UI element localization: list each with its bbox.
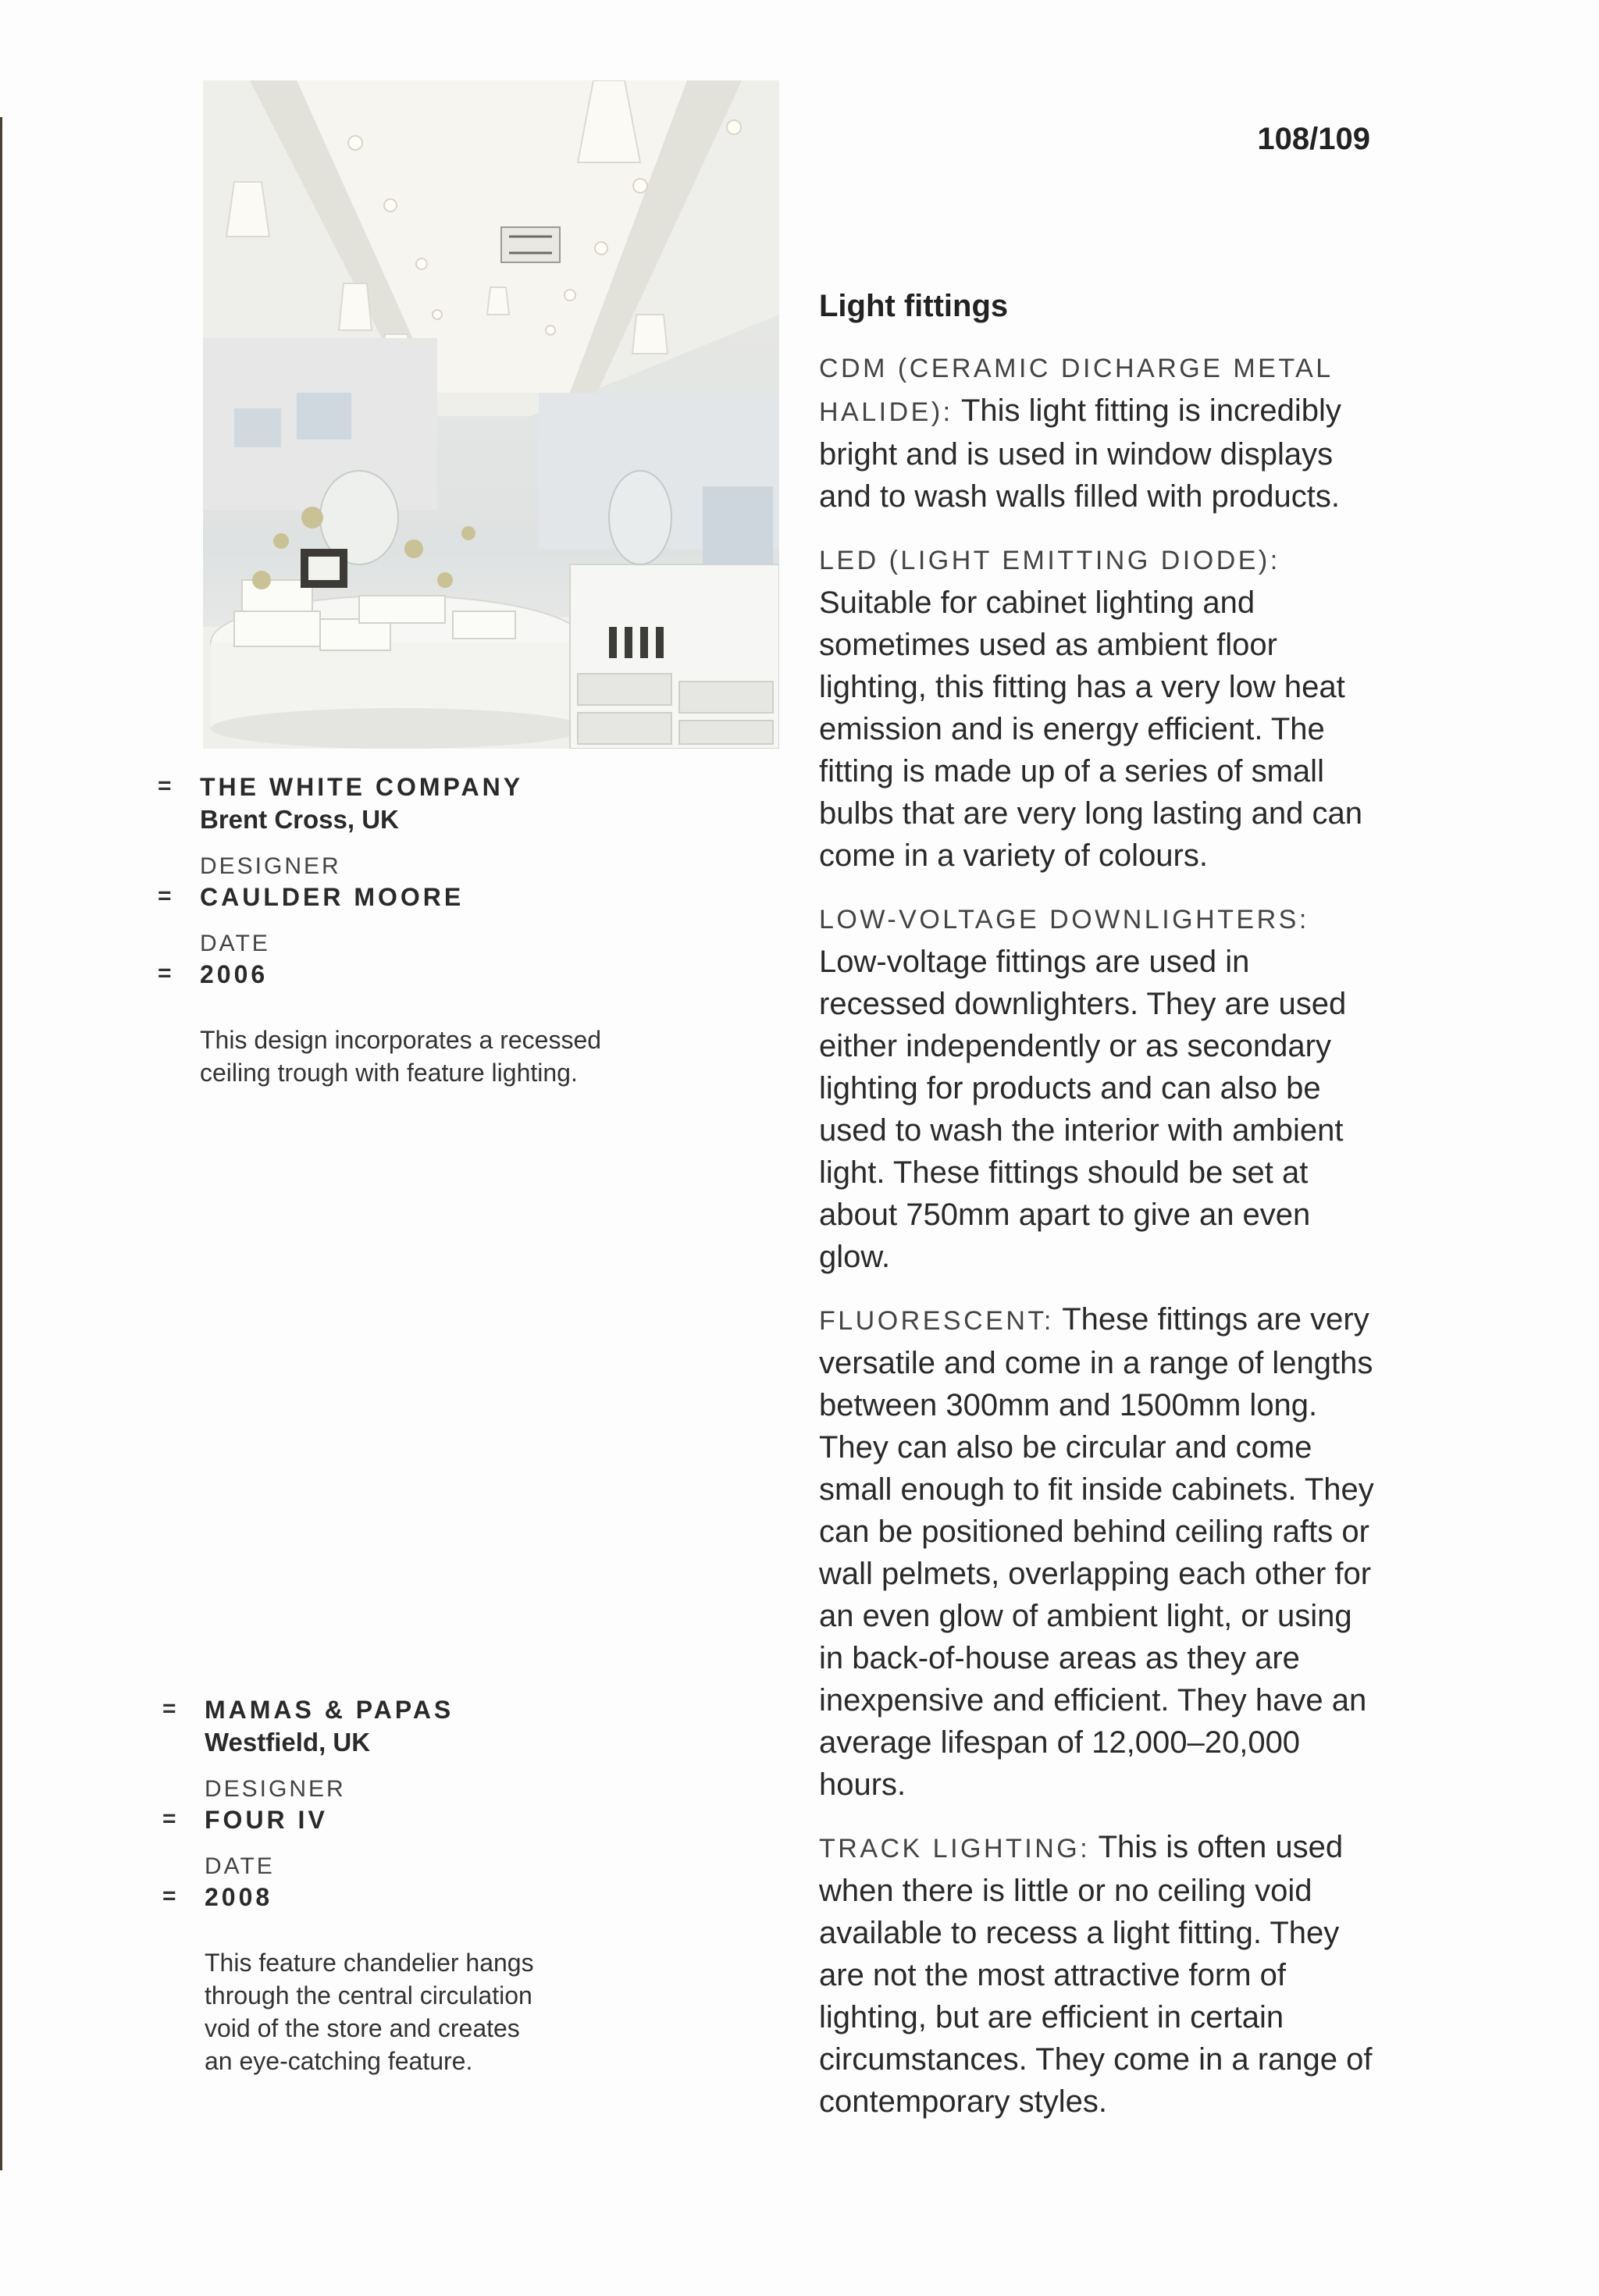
bullet-equals: = bbox=[158, 960, 172, 986]
designer-row bbox=[158, 883, 637, 912]
fitting-term: LED (LIGHT EMITTING DIODE): bbox=[819, 546, 1280, 575]
fitting-track-lighting bbox=[819, 1826, 1381, 2123]
fitting-term: TRACK LIGHTING: bbox=[819, 1834, 1091, 1863]
fitting-term: CDM (CERAMIC DICHARGE METAL HALIDE): bbox=[819, 354, 1333, 427]
fitting-text: Low-voltage fittings are used in recessed downlighters. They are used either independently or as secondary lighting for products and can also be used to wash the interior with ambient light. These fittings should be set at about 750mm apart to give an even glow. bbox=[819, 945, 1347, 1274]
fitting-term: LOW-VOLTAGE DOWNLIGHTERS: bbox=[819, 905, 1309, 934]
store-row bbox=[158, 773, 637, 802]
date-label: DATE bbox=[200, 931, 270, 956]
fitting-text: This light fitting is incredibly bright and is used in window displays and to wash walls filled with products. bbox=[819, 393, 1341, 514]
fitting-led bbox=[819, 538, 1381, 877]
date-label: DATE bbox=[205, 1853, 275, 1879]
fitting-text: These fittings are very versatile and come in a range of lengths between 300mm and 1500mm long. They can also be circular and come small enough to fit inside cabinets. They can be positioned behind ceiling rafts or wall pelmets, overlapping each other for an even glow of ambient light, or using in back-of-house areas as they are inexpensive and efficient. They have an average lifespan of 12,000–20,000 hours. bbox=[819, 1302, 1374, 1802]
section-title: Light fittings bbox=[819, 289, 1009, 323]
designer-label: DESIGNER bbox=[205, 1776, 346, 1802]
caption-mamas-papas bbox=[162, 1696, 548, 2077]
store-interior-photo bbox=[203, 80, 779, 749]
store-location: Westfield, UK bbox=[205, 1728, 371, 1757]
bullet-equals: = bbox=[158, 773, 172, 799]
bullet-equals: = bbox=[162, 1696, 176, 1721]
book-spine-edge bbox=[0, 117, 2, 2170]
store-location: Brent Cross, UK bbox=[200, 805, 399, 834]
caption-description: This feature chandelier hangs through the central circulation void of the store and creates an eye-catching feature. bbox=[205, 1949, 534, 2075]
designer-name: FOUR IV bbox=[205, 1806, 328, 1834]
page-number: 108/109 bbox=[1257, 122, 1370, 156]
fitting-text: Suitable for cabinet lighting and sometimes used as ambient floor lighting, this fitting has a very low heat emission and is energy efficient. The fitting is made up of a series of small bulbs that are very long lasting and can come in a variety of colours. bbox=[819, 586, 1362, 873]
caption-description: This design incorporates a recessed ceiling trough with feature lighting. bbox=[200, 1026, 602, 1087]
light-fittings-section bbox=[819, 289, 1381, 2143]
store-name: MAMAS & PAPAS bbox=[205, 1696, 454, 1724]
designer-name: CAULDER MOORE bbox=[200, 883, 465, 911]
fitting-cdm bbox=[819, 346, 1381, 518]
store-row bbox=[162, 1696, 548, 1725]
fitting-text: This is often used when there is little or no ceiling void available to recess a light fitting. They are not the most attractive form of lighting, but are efficient in certain circumstances. They come in a range of contemporary styles. bbox=[819, 1830, 1373, 2119]
bullet-equals: = bbox=[162, 1883, 176, 1909]
fitting-low-voltage bbox=[819, 897, 1381, 1278]
bullet-equals: = bbox=[158, 883, 172, 909]
date-value: 2008 bbox=[205, 1883, 273, 1911]
date-row bbox=[158, 960, 637, 989]
caption-white-company bbox=[158, 773, 637, 1089]
fitting-term: FLUORESCENT: bbox=[819, 1306, 1054, 1336]
store-name: THE WHITE COMPANY bbox=[200, 773, 524, 801]
designer-label: DESIGNER bbox=[200, 853, 341, 879]
date-row bbox=[162, 1883, 548, 1912]
date-value: 2006 bbox=[200, 960, 269, 988]
bullet-equals: = bbox=[162, 1806, 176, 1831]
fitting-fluorescent bbox=[819, 1298, 1381, 1806]
designer-row bbox=[162, 1806, 548, 1835]
